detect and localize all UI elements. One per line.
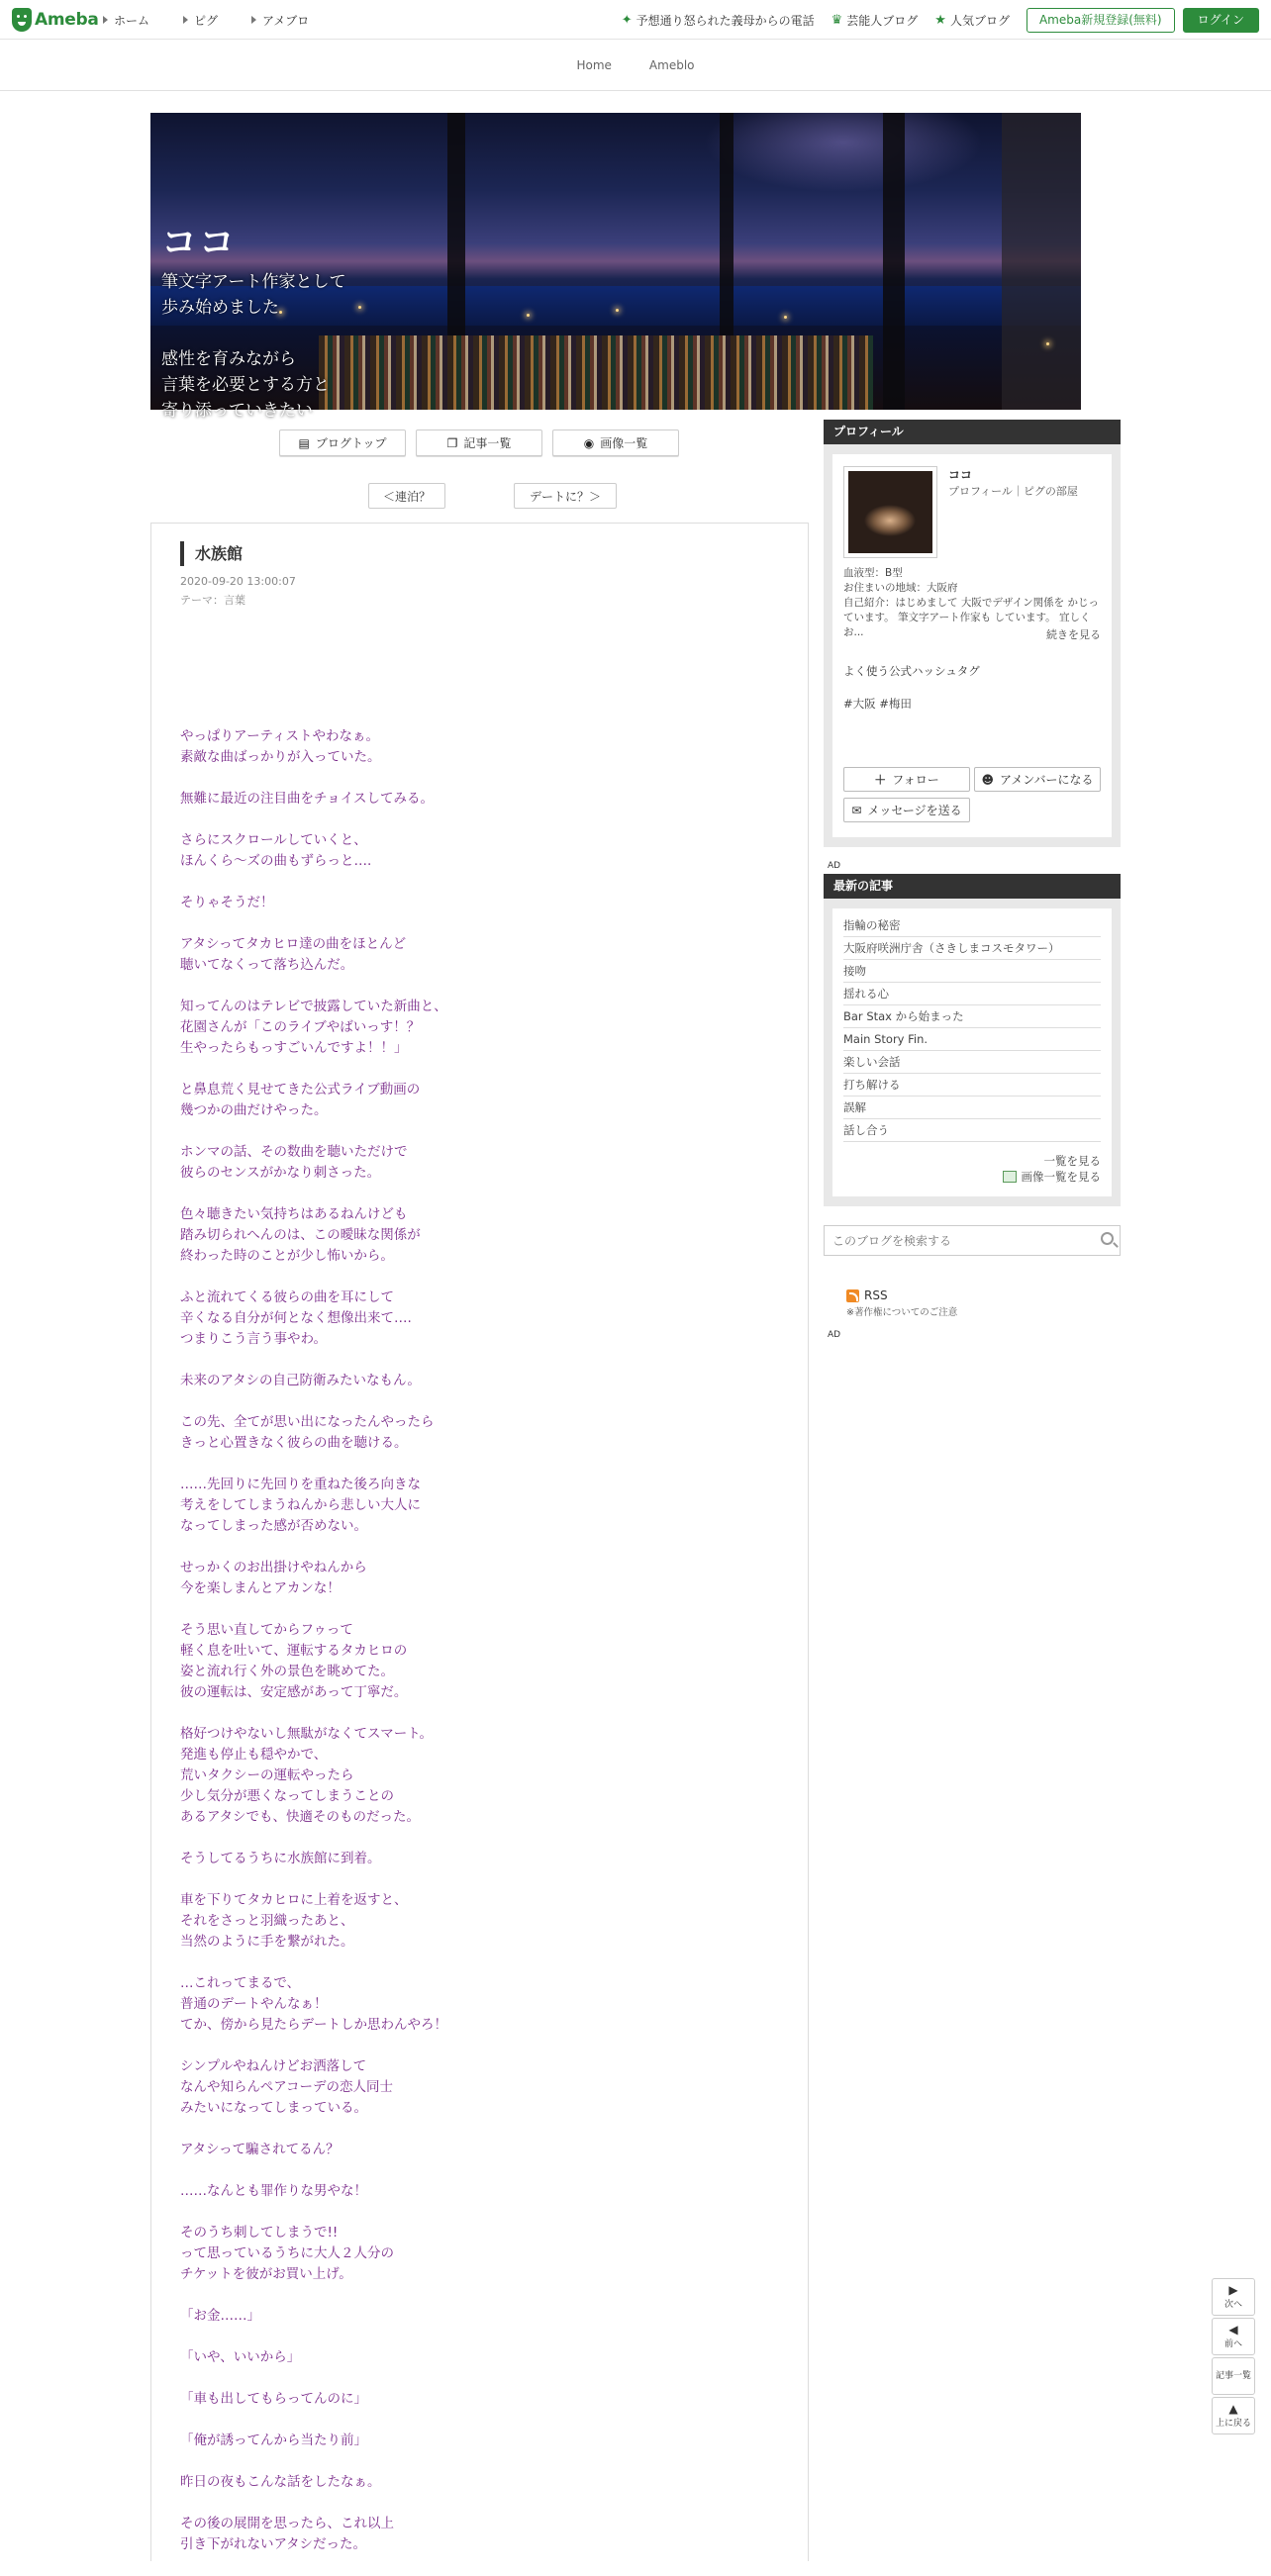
ameba-logo-text: Ameba bbox=[35, 10, 99, 30]
latest-list bbox=[843, 914, 1101, 1142]
see-list-link[interactable]: 一覧を見る bbox=[1043, 1154, 1101, 1168]
article-paragraph: シンプルやねんけどお洒落して なんや知らんペアコーデの恋人同士 みたいになってしまっている。 bbox=[180, 2058, 394, 2116]
article-paragraph: そのうち刺してしまうで!! って思っているうちに大人２人分の チケットを彼がお買い上げ。 bbox=[180, 2225, 394, 2282]
hashtag-header: よく使う公式ハッシュタグ bbox=[843, 664, 980, 678]
article-paragraph: …これってまるで、 普通のデートやんなぁ！ てか、傍から見たらデートしか思わんやろ！ bbox=[180, 1975, 447, 2033]
global-nav bbox=[103, 0, 342, 40]
article-paragraph: と鼻息荒く見せてきた公式ライブ動画の 幾つかの曲だけやった。 bbox=[180, 1082, 421, 1118]
area: お住まいの地域：大阪府 bbox=[843, 582, 958, 594]
article-paragraph: 知ってんのはテレビで披露していた新曲と、 花園さんが「このライブやばいっす！？ 生やったらもっすごいんですよ！！」 bbox=[180, 999, 447, 1056]
article-paragraph: アタシってタカヒロ達の曲をほとんど 聴いてなくって落ち込んだ。 bbox=[180, 936, 407, 973]
ameba-logo[interactable] bbox=[12, 8, 99, 32]
article-paragraph: ……なんとも罪作りな男やな！ bbox=[180, 2183, 367, 2199]
ad-label: AD bbox=[828, 861, 841, 871]
triangle-right-icon bbox=[183, 16, 188, 24]
hashtag-osaka[interactable]: #大阪 bbox=[843, 697, 876, 711]
trending-article-link[interactable]: ✦ 予想通り怒られた義母からの電話 bbox=[621, 12, 815, 28]
profile-box bbox=[824, 420, 1121, 847]
register-button[interactable]: Ameba新規登録(無料) bbox=[1027, 8, 1175, 33]
blog-nav-ameblo[interactable]: Ameblo bbox=[648, 58, 695, 72]
window-frame bbox=[883, 113, 905, 410]
article-paragraph: 「車も出してもらってんのに」 bbox=[180, 2391, 367, 2407]
latest-article-item[interactable]: 話し合う bbox=[843, 1119, 1101, 1142]
global-nav-home[interactable]: ホーム bbox=[103, 12, 149, 29]
article-paragraph: せっかくのお出掛けやねんから 今を楽しまんとアカンな！ bbox=[180, 1560, 367, 1596]
article-paragraph: その後の展開を思ったら、これ以上 引き下がれないアタシだった。 bbox=[180, 2516, 394, 2552]
city-light bbox=[358, 306, 361, 309]
latest-article-item[interactable]: Bar Stax から始まった bbox=[843, 1005, 1101, 1028]
celebrity-blog-link[interactable]: ♛ 芸能人ブログ bbox=[831, 12, 919, 28]
article-paragraph: ホンマの話、その数曲を聴いただけで 彼らのセンスがかなり刺さった。 bbox=[180, 1144, 408, 1181]
article-paragraph: 車を下りてタカヒロに上着を返すと、 それをさっと羽織ったあと、 当然のように手を繋がれた。 bbox=[180, 1892, 408, 1950]
triangle-right-icon bbox=[251, 16, 256, 24]
next-article-button[interactable]: デートに？＞ bbox=[514, 483, 617, 509]
article-paragraph: さらにスクロールしていくと、 ほんくら〜ズの曲もずらっと…. bbox=[180, 832, 372, 869]
article-paragraph: 未来のアタシの自己防衛みたいなもん。 bbox=[180, 1373, 421, 1388]
theme-link[interactable]: 言葉 bbox=[224, 594, 245, 607]
image-icon bbox=[1003, 1171, 1017, 1183]
avatar[interactable] bbox=[843, 466, 937, 558]
city-light bbox=[1046, 342, 1049, 345]
article-title[interactable]: 水族館 bbox=[180, 541, 243, 566]
article-paragraph: 「いや、いいから」 bbox=[180, 2349, 301, 2365]
rss-icon bbox=[846, 1289, 859, 1302]
global-header bbox=[0, 0, 1271, 40]
article-paragraph: そう思い直してからフゥって 軽く息を吐いて、運転するタカヒロの 姿と流れ行く外の景色を眺めてた。 彼の運転は、安定感があって丁寧だ。 bbox=[180, 1622, 408, 1700]
float-top-button[interactable]: ▲ 上に戻る bbox=[1212, 2397, 1255, 2434]
article-paragraph: そうしてるうちに水族館に到着。 bbox=[180, 1851, 381, 1866]
article-paragraph: 無難に最近の注目曲をチョイスしてみる。 bbox=[180, 791, 434, 807]
avatar-image bbox=[848, 471, 932, 553]
latest-article-item[interactable]: Main Story Fin. bbox=[843, 1028, 1101, 1051]
ameba-mascot-icon bbox=[12, 8, 32, 32]
article bbox=[150, 523, 809, 2561]
global-nav-pigg[interactable]: ピグ bbox=[183, 12, 218, 29]
article-paragraph: 格好つけやないし無駄がなくてスマート。 発進も停止も穏やかで、 荒いタクシーの運転やったら 少し気分が悪くなってしまうことの あるアタシでも、快適そのものだった。 bbox=[180, 1726, 434, 1825]
article-paragraph: アタシって騙されてるん？ bbox=[180, 2142, 340, 2157]
latest-article-item[interactable]: 誤解 bbox=[843, 1097, 1101, 1119]
back-icon: ◀ bbox=[1228, 2323, 1238, 2337]
blog-nav-home[interactable]: Home bbox=[576, 58, 612, 72]
profile-links[interactable]: プロフィール｜ピグの部屋 bbox=[948, 485, 1078, 498]
global-right bbox=[622, 7, 1259, 33]
copyright-note-link[interactable]: ※著作権についてのご注意 bbox=[846, 1307, 958, 1318]
ad-label: AD bbox=[828, 1330, 841, 1340]
latest-article-item[interactable]: 楽しい会話 bbox=[843, 1051, 1101, 1074]
amember-button[interactable]: ☻ アメンバーになる bbox=[974, 767, 1101, 792]
blog-top-button[interactable]: ▤ ブログトップ bbox=[279, 429, 406, 456]
article-paragraph: 「俺が誘ってんから当たり前」 bbox=[180, 2433, 367, 2448]
article-body bbox=[180, 726, 774, 2576]
rss-link[interactable]: RSS bbox=[846, 1288, 888, 1302]
star-icon: ★ bbox=[934, 12, 946, 28]
message-button[interactable]: ✉ メッセージを送る bbox=[843, 798, 970, 822]
image-list-button[interactable]: ◉ 画像一覧 bbox=[552, 429, 679, 456]
crown-icon: ♛ bbox=[831, 12, 843, 28]
latest-article-item[interactable]: 揺れる心 bbox=[843, 983, 1101, 1005]
chat-icon: ☻ bbox=[981, 772, 995, 787]
follow-button[interactable]: ＋ フォロー bbox=[843, 767, 970, 792]
latest-articles-box bbox=[824, 874, 1121, 1206]
triangle-right-icon bbox=[103, 16, 108, 24]
latest-article-item[interactable]: 接吻 bbox=[843, 960, 1101, 983]
profile-name[interactable]: ココ bbox=[948, 468, 973, 482]
hashtag-umeda[interactable]: #梅田 bbox=[879, 697, 912, 711]
latest-article-item[interactable]: 大阪府咲洲庁舎（さきしまコスモタワー） bbox=[843, 937, 1101, 960]
article-paragraph: 昨日の夜もこんな話をしたなぁ。 bbox=[180, 2474, 381, 2490]
article-paragraph: ……先回りに先回りを重ねた後ろ向きな 考えをしてしまうねんから悲しい大人に なってしまった感が否めない。 bbox=[180, 1477, 421, 1534]
article-paragraph: 「お金……」 bbox=[180, 2308, 260, 2324]
float-list-button[interactable]: 記事一覧 bbox=[1212, 2357, 1255, 2395]
article-paragraph: そりゃそうだ！ bbox=[180, 895, 274, 910]
sparkle-icon: ✦ bbox=[621, 12, 633, 28]
camera-icon: ◉ bbox=[583, 435, 595, 450]
hashtag-list bbox=[843, 696, 912, 712]
document-icon: ▤ bbox=[298, 435, 310, 450]
article-paragraph: ふと流れてくる彼らの曲を耳にして 辛くなる自分が何となく想像出来て…. つまりこう言う事やわ。 bbox=[180, 1289, 412, 1347]
float-next-button[interactable]: ▶ 次へ bbox=[1212, 2278, 1255, 2316]
play-icon: ▶ bbox=[1228, 2283, 1238, 2297]
self-intro: 自己紹介：はじめまして 大阪でデザイン関係を かじっています。 筆文字アート作家も しています。 宜しくお... bbox=[843, 597, 1099, 638]
article-paragraph: この先、全てが思い出になったんやったら きっと心置きなく彼らの曲を聴ける。 bbox=[180, 1414, 435, 1451]
building-wall bbox=[1002, 113, 1081, 410]
search-input[interactable] bbox=[825, 1226, 1082, 1255]
city-light bbox=[784, 316, 787, 319]
blog-header[interactable] bbox=[150, 113, 1081, 421]
article-paragraph: 色々聴きたい気持ちはあるねんけども 踏み切られへんのは、この曖昧な関係が 終わった時のことが少し怖いから。 bbox=[180, 1206, 421, 1264]
article-date: 2020-09-20 13:00:07 bbox=[180, 575, 296, 588]
plus-icon: ＋ bbox=[874, 773, 887, 787]
blog-description: 筆文字アート作家として 歩み始めました 感性を育みながら 言葉を必要とする方と 寄り添っていきたい bbox=[161, 272, 346, 421]
profile-header: プロフィール bbox=[824, 420, 1121, 444]
theme-label: テーマ： bbox=[180, 594, 224, 607]
latest-article-item[interactable]: 打ち解ける bbox=[843, 1074, 1101, 1097]
blog-nav bbox=[0, 41, 1271, 91]
popular-blog-link[interactable]: ★ 人気ブログ bbox=[934, 12, 1010, 28]
article-list-button[interactable]: ❐ 記事一覧 bbox=[416, 429, 542, 456]
blog-title[interactable]: ココ bbox=[161, 223, 238, 263]
latest-header: 最新の記事 bbox=[824, 874, 1121, 899]
latest-inner bbox=[832, 908, 1112, 1196]
city-light bbox=[616, 309, 619, 312]
copy-icon: ❐ bbox=[446, 435, 458, 450]
article-theme bbox=[180, 592, 245, 608]
article-paragraph: やっぱりアーティストやわなぁ。 素敵な曲ばっかりが入っていた。 bbox=[180, 728, 381, 765]
login-button[interactable]: ログイン bbox=[1183, 8, 1259, 33]
latest-article-item[interactable]: 指輪の秘密 bbox=[843, 914, 1101, 937]
blood-type: 血液型：B型 bbox=[843, 567, 903, 579]
global-nav-ameblo[interactable]: アメブロ bbox=[251, 12, 309, 29]
mail-icon: ✉ bbox=[851, 803, 862, 817]
prev-article-button[interactable]: ＜連泊？ bbox=[368, 483, 445, 509]
city-light bbox=[527, 314, 530, 317]
float-prev-button[interactable]: ◀ 前へ bbox=[1212, 2318, 1255, 2355]
profile-inner bbox=[832, 454, 1112, 837]
see-images-link[interactable]: 画像一覧を見る bbox=[1003, 1169, 1102, 1185]
blog-search bbox=[824, 1225, 1121, 1256]
profile-more-link[interactable]: 続きを見る bbox=[1046, 628, 1101, 641]
up-arrow-icon: ▲ bbox=[1228, 2402, 1238, 2416]
bar-bottles bbox=[319, 335, 873, 410]
search-icon[interactable] bbox=[1101, 1232, 1114, 1245]
